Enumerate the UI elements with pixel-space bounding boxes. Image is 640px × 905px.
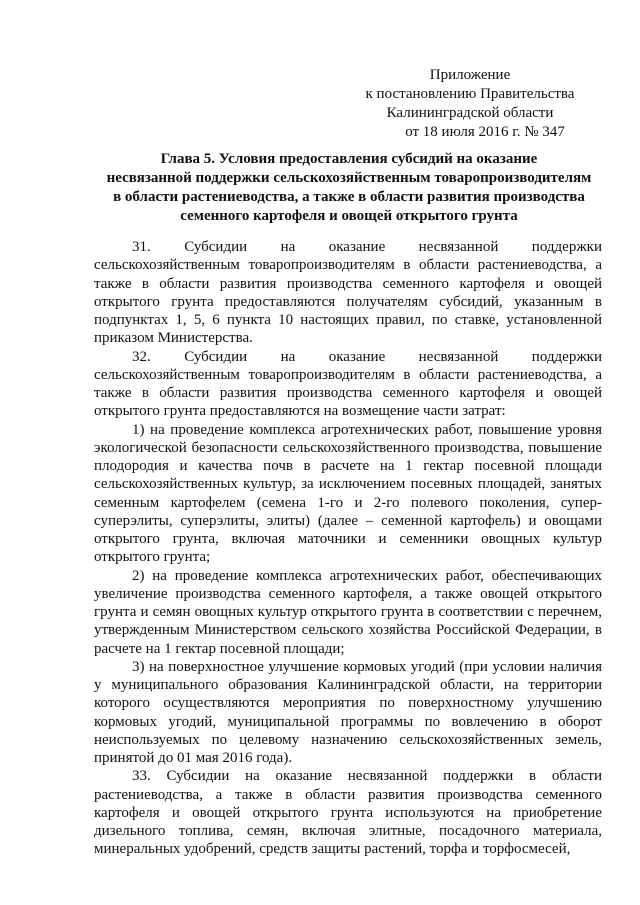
appendix-date-line: от 18 июля 2016 г. № 347 bbox=[405, 124, 565, 140]
paragraph-32-item-2: 2) на проведение комплекса агротехнических работ, обеспечивающих увеличение производства семенного картофеля, а также овощей открытого грунта и семян овощных культур открытого грунта в соответствии с перечнем, утвержденным Министерством сельского хозяйства Российской Федерации, в расчете на 1 гектар посевной площади; bbox=[94, 567, 602, 657]
document-body bbox=[94, 238, 602, 859]
paragraph-32: 32. Субсидии на оказание несвязанной поддержки сельскохозяйственным товаропроизводителям в области растениеводства, а также в области развития производства семенного картофеля и овощей открытого грунта предоставляются на возмещение части затрат: bbox=[94, 348, 602, 420]
chapter-title-line-1: Глава 5. Условия предоставления субсидий на оказание bbox=[160, 151, 538, 167]
paragraph-31: 31. Субсидии на оказание несвязанной поддержки сельскохозяйственным товаропроизводителям в области растениеводства, а также в области развития производства семенного картофеля и овощей открытого грунта предоставляются получателям субсидий, указанным в подпунктах 1, 5, 6 пункта 10 настоящих правил, по ставке, установленной приказом Министерства. bbox=[94, 239, 602, 347]
paragraph-33: 33. Субсидии на оказание несвязанной поддержки в области растениеводства, а также в области развития производства семенного картофеля и овощей открытого грунта используются на приобретение дизельного топлива, семян, включая элитные, посадочного материала, минеральных удобрений, средств защиты растений, торфа и торфосмесей, bbox=[94, 768, 602, 858]
chapter-title-line-3: в области растениеводства, а также в области развития производства bbox=[113, 189, 585, 205]
chapter-title-line-4: семенного картофеля и овощей открытого грунта bbox=[180, 208, 518, 224]
chapter-title-line-2: несвязанной поддержки сельскохозяйственным товаропроизводителям bbox=[106, 170, 592, 186]
paragraph-32-item-3: 3) на поверхностное улучшение кормовых угодий (при условии наличия у муниципального образования Калининградской области, на территории которого осуществляются мероприятия по поверхностному улучшению кормовых угодий, муниципальной программы по вовлечению в оборот неиспользуемых по целевому назначению сельскохозяйственных земель, принятой до 01 мая 2016 года). bbox=[94, 658, 602, 766]
appendix-title: Приложение bbox=[429, 67, 511, 83]
appendix-header bbox=[340, 66, 600, 142]
paragraph-32-item-1: 1) на проведение комплекса агротехнических работ, повышение уровня экологической безопасности сельскохозяйственного производства, повышение плодородия и качества почв в расчете на 1 гектар посевной площади сельскохозяйственных культур, за исключением посевных площадей, занятых семенным картофелем (семена 1-го и 2-го полевого поколения, супер-суперэлиты, суперэлиты, элиты) (далее – семенной картофель) и овощами открытого грунта, включая маточники и семенники овощных культур открытого грунта; bbox=[94, 421, 602, 566]
chapter-title bbox=[94, 150, 604, 226]
appendix-resolution-line: к постановлению Правительства bbox=[365, 86, 575, 102]
appendix-region-line: Калининградской области bbox=[386, 105, 554, 121]
